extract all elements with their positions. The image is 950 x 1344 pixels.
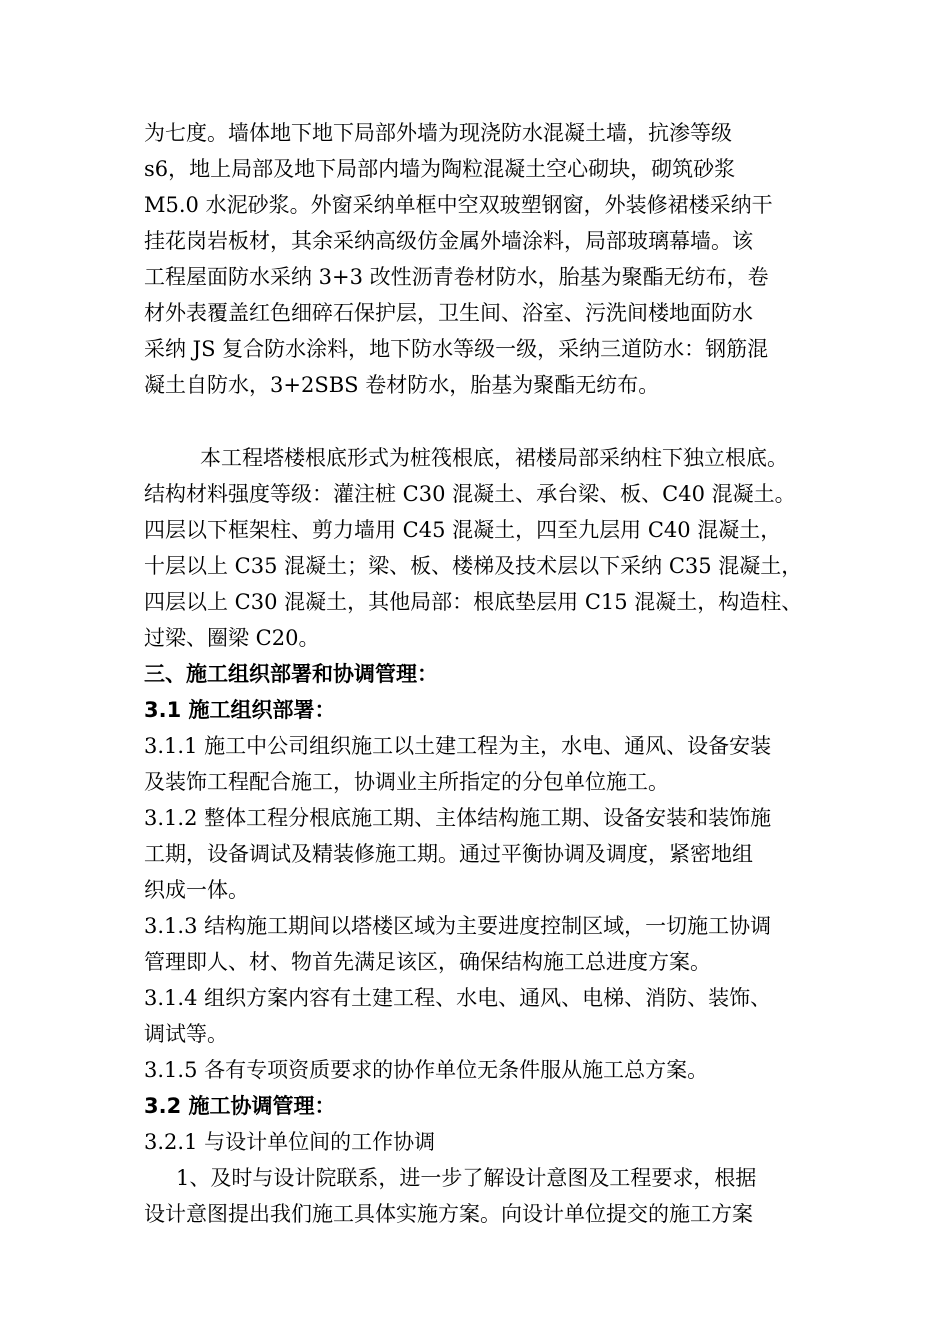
paragraph-line: 采纳 JS 复合防水涂料，地下防水等级一级，采纳三道防水：钢筋混 xyxy=(144,337,769,361)
list-item-line: 3.1.5 各有专项资质要求的协作单位无条件服从施工总方案。 xyxy=(144,1058,709,1082)
list-item-line: 3.1.3 结构施工期间以塔楼区域为主要进度控制区域，一切施工协调 xyxy=(144,914,772,938)
paragraph-line: 四层以下框架柱、剪力墙用 C45 混凝土，四至九层用 C40 混凝土， xyxy=(144,518,782,542)
list-item-line: 3.1.2 整体工程分根底施工期、主体结构施工期、设备安装和装饰施 xyxy=(144,806,772,830)
paragraph-line: s6，地上局部及地下局部内墙为陶粒混凝土空心砌块，砌筑砂浆 xyxy=(144,157,736,181)
list-item-line: 3.1.4 组织方案内容有土建工程、水电、通风、电梯、消防、装饰、 xyxy=(144,986,772,1010)
section-heading: 三、施工组织部署和协调管理： xyxy=(144,662,438,686)
paragraph-line: 凝土自防水，3+2SBS 卷材防水，胎基为聚酯无纺布。 xyxy=(144,373,660,397)
list-item-line: 调试等。 xyxy=(144,1022,228,1046)
paragraph-line: 为七度。墙体地下地下局部外墙为现浇防水混凝土墙，抗渗等级 xyxy=(144,121,732,145)
list-item-line: 3.1.1 施工中公司组织施工以土建工程为主，水电、通风、设备安装 xyxy=(144,734,772,758)
paragraph-line: 本工程塔楼根底形式为桩筏根底，裙楼局部采纳柱下独立根底。 xyxy=(200,446,788,470)
paragraph-line: 设计意图提出我们施工具体实施方案。向设计单位提交的施工方案 xyxy=(144,1202,753,1226)
subsection-heading: 3.2 施工协调管理： xyxy=(144,1094,336,1118)
paragraph-line: 十层以上 C35 混凝土；梁、板、楼梯及技术层以下采纳 C35 混凝土， xyxy=(144,554,803,578)
subsection-heading: 3.1 施工组织部署： xyxy=(144,698,336,722)
paragraph-line: 结构材料强度等级：灌注桩 C30 混凝土、承台梁、板、C40 混凝土。 xyxy=(144,482,796,506)
list-item-line: 3.2.1 与设计单位间的工作协调 xyxy=(144,1130,436,1154)
list-item-line: 管理即人、材、物首先满足该区，确保结构施工总进度方案。 xyxy=(144,950,711,974)
paragraph-line: 四层以上 C30 混凝土，其他局部：根底垫层用 C15 混凝土，构造柱、 xyxy=(144,590,803,614)
paragraph-line: 挂花岗岩板材，其余采纳高级仿金属外墙涂料，局部玻璃幕墙。该 xyxy=(144,229,753,253)
list-item-line: 织成一体。 xyxy=(144,878,249,902)
paragraph-line: M5.0 水泥砂浆。外窗采纳单框中空双玻塑钢窗，外装修裙楼采纳干 xyxy=(144,193,773,217)
paragraph-line: 工程屋面防水采纳 3+3 改性沥青卷材防水，胎基为聚酯无纺布，卷 xyxy=(144,265,769,289)
paragraph-line: 1、及时与设计院联系，进一步了解设计意图及工程要求，根据 xyxy=(176,1166,757,1190)
list-item-line: 及装饰工程配合施工，协调业主所指定的分包单位施工。 xyxy=(144,770,669,794)
list-item-line: 工期，设备调试及精装修施工期。通过平衡协调及调度，紧密地组 xyxy=(144,842,753,866)
paragraph-line: 过梁、圈梁 C20。 xyxy=(144,626,320,650)
paragraph-line: 材外表覆盖红色细碎石保护层，卫生间、浴室、污洗间楼地面防水 xyxy=(144,301,753,325)
